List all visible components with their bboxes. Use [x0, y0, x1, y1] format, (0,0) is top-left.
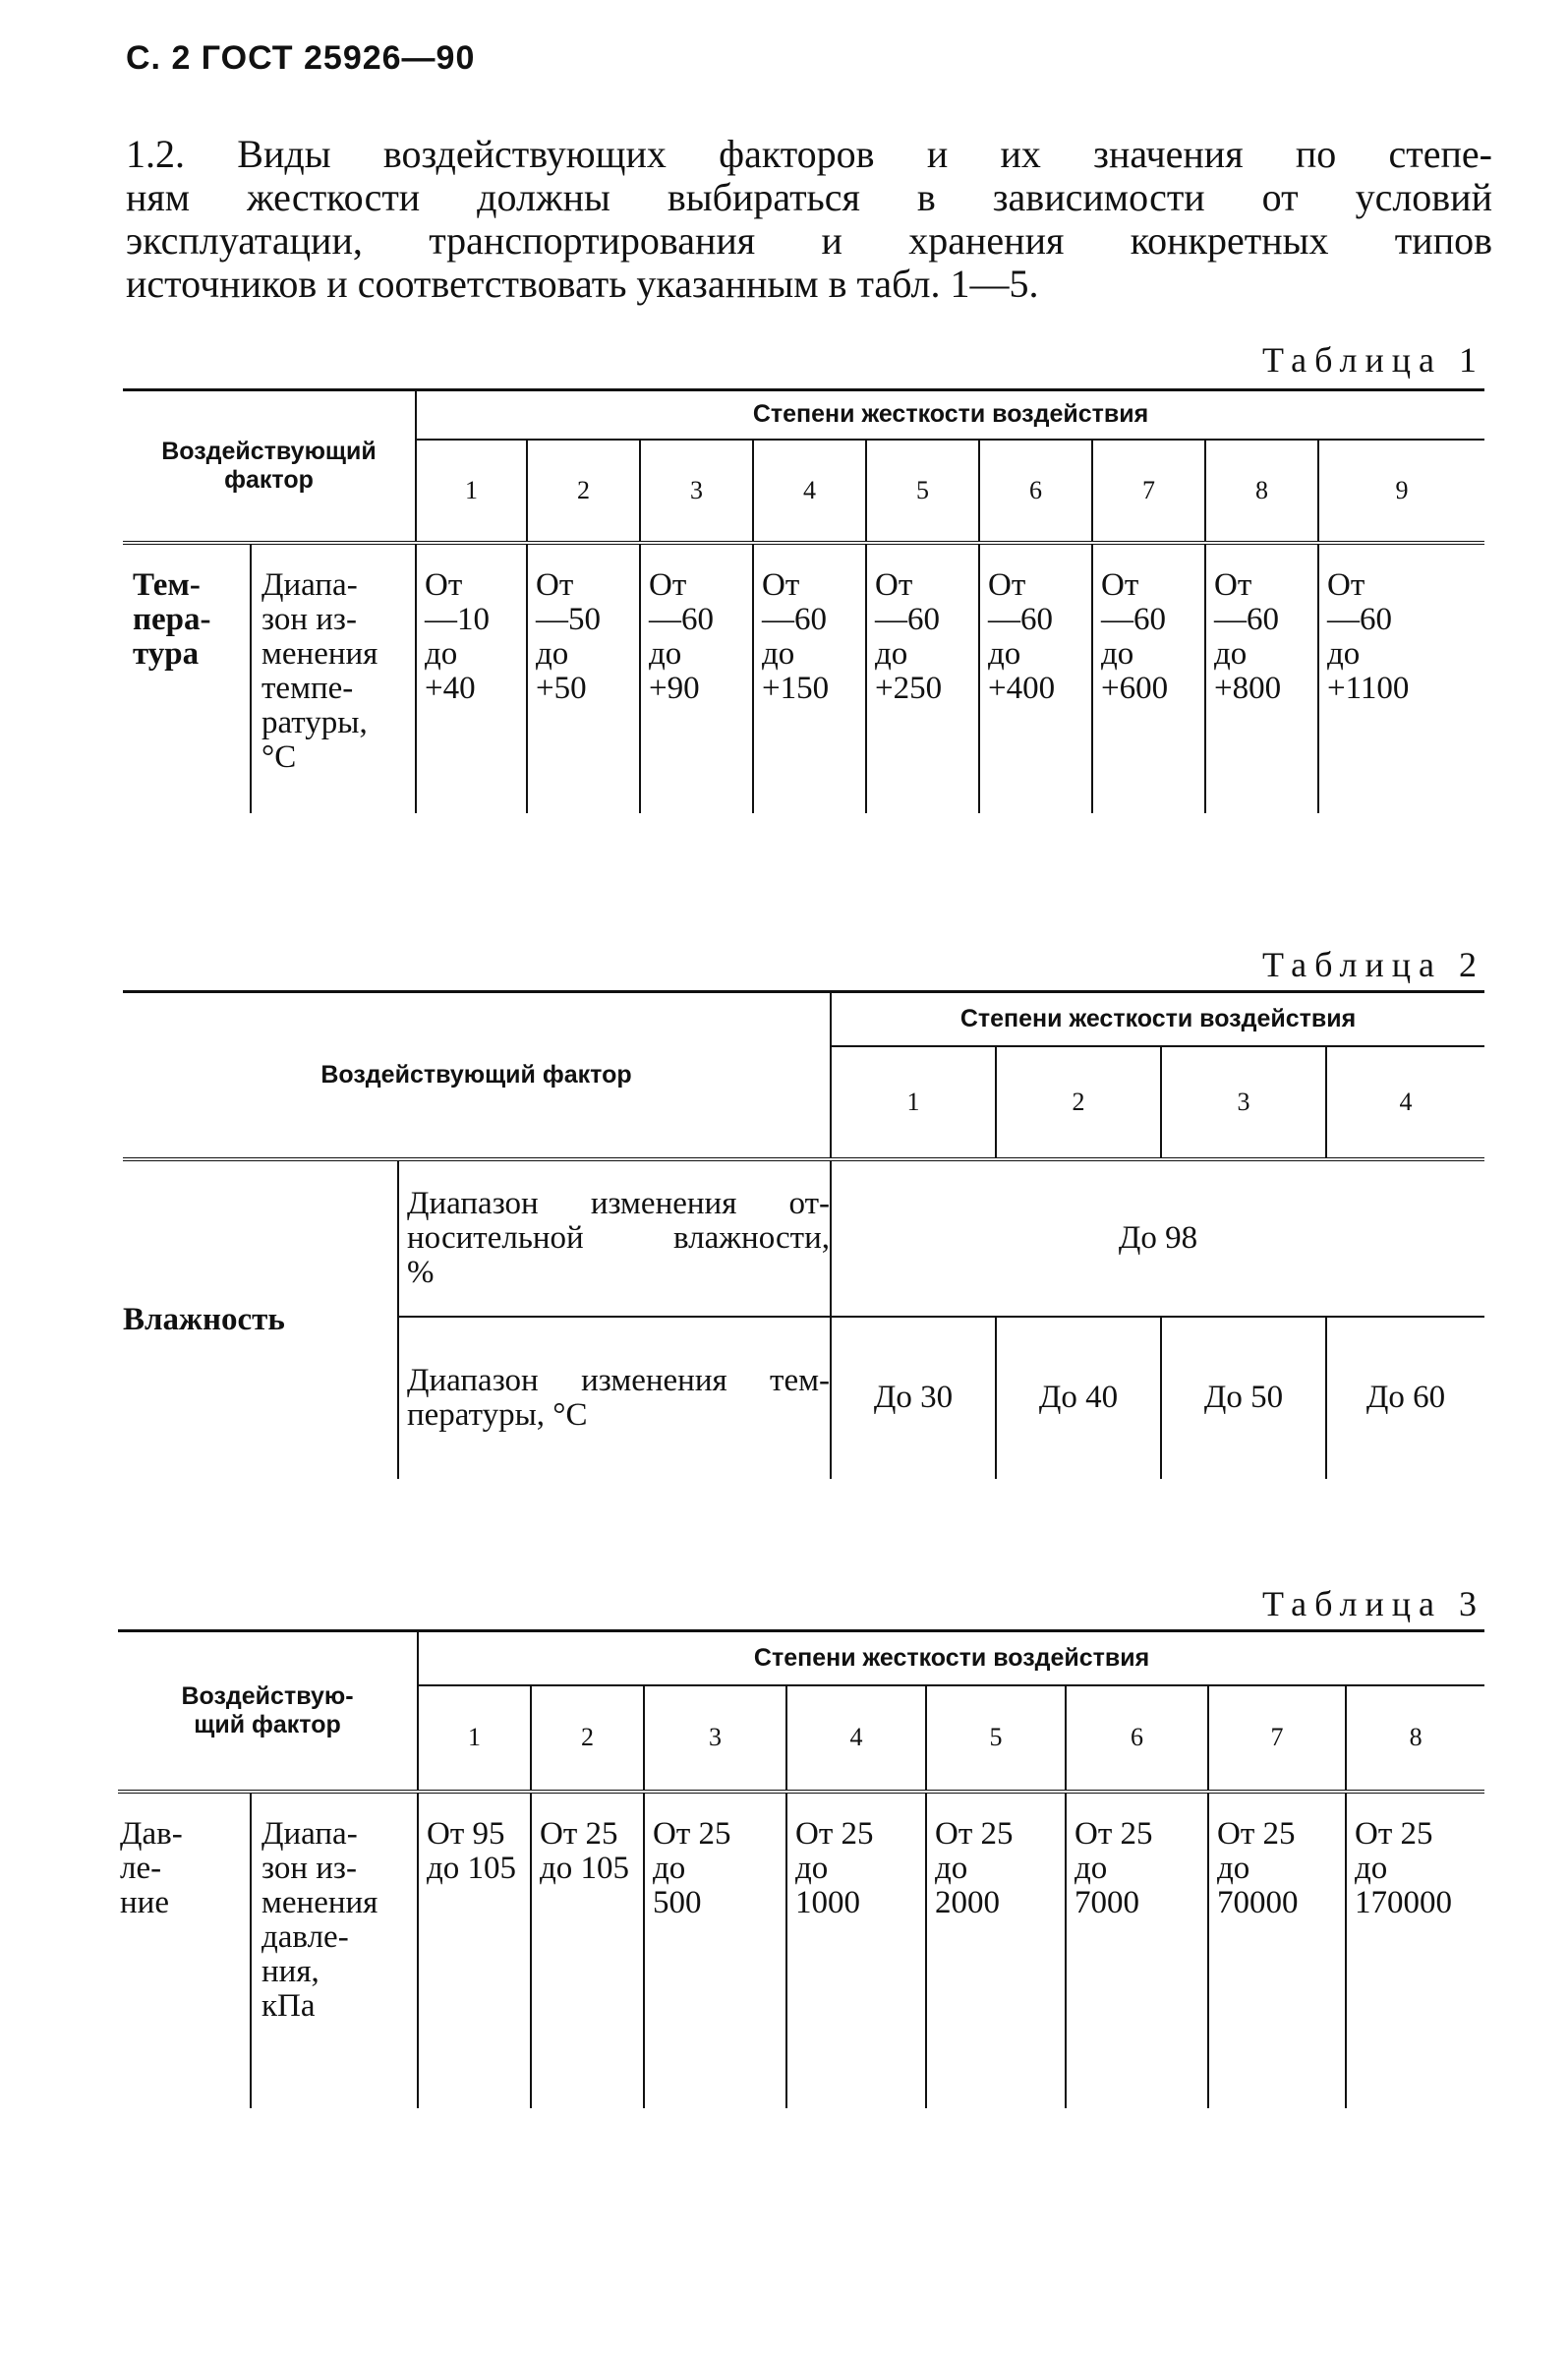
table1-value-cell: От —50 до +50 — [527, 543, 640, 813]
table1-value-cell: От —10 до +40 — [416, 543, 527, 813]
table3-degree: 2 — [531, 1685, 644, 1792]
table3 — [118, 1629, 1484, 2108]
table3-value-cell: От 25 до 70000 — [1208, 1792, 1346, 2108]
table1-degree: 9 — [1318, 440, 1484, 543]
table3-degree: 5 — [926, 1685, 1066, 1792]
table1-degree: 6 — [979, 440, 1092, 543]
paragraph-line: эксплуатации, транспортирования и хранения конкретных типов — [126, 218, 1492, 263]
table3-value-cell: От 25 до 500 — [644, 1792, 786, 2108]
table1-degree: 2 — [527, 440, 640, 543]
table1-value-cell: От —60 до +150 — [753, 543, 866, 813]
table1-degree: 8 — [1205, 440, 1318, 543]
table1-degree: 1 — [416, 440, 527, 543]
table3-value-cell: От 25 до 105 — [531, 1792, 644, 2108]
table3-degree: 3 — [644, 1685, 786, 1792]
table3-degree: 7 — [1208, 1685, 1346, 1792]
table2-degree: 1 — [831, 1046, 996, 1159]
table1-param-cell: Диапа- зон из- менения темпе- ратуры, °С — [251, 543, 416, 813]
table1-value-cell: От —60 до +1100 — [1318, 543, 1484, 813]
table1-degree: 3 — [640, 440, 753, 543]
table2-row2-value: До 40 — [996, 1317, 1161, 1479]
table1-degrees-header: Степени жесткости воздействия — [416, 390, 1484, 440]
table3-value-cell: От 25 до 2000 — [926, 1792, 1066, 2108]
page-header: С. 2 ГОСТ 25926—90 — [126, 39, 476, 77]
table3-param-cell: Диапа- зон из- менения давле- ния, кПа — [251, 1792, 418, 2108]
table2-row2-value: До 60 — [1326, 1317, 1484, 1479]
table3-degree: 8 — [1346, 1685, 1484, 1792]
table1-value-cell: От —60 до +400 — [979, 543, 1092, 813]
table1-value-cell: От —60 до +250 — [866, 543, 979, 813]
table3-degrees-header: Степени жесткости воздействия — [418, 1631, 1484, 1685]
table3-degree: 1 — [418, 1685, 531, 1792]
table2-factor-header: Воздействующий фактор — [123, 992, 831, 1159]
table3-value-cell: От 25 до 170000 — [1346, 1792, 1484, 2108]
table2-degree: 3 — [1161, 1046, 1326, 1159]
table1-degree: 4 — [753, 440, 866, 543]
table1-value-cell: От —60 до +800 — [1205, 543, 1318, 813]
table3-value-cell: От 25 до 7000 — [1066, 1792, 1208, 2108]
table3-caption: Таблица 3 — [1262, 1584, 1484, 1623]
table1-factor-header: Воздействующий фактор — [123, 390, 416, 543]
table3-factor-header: Воздействую- щий фактор — [118, 1631, 418, 1792]
paragraph-line: 1.2. Виды воздействующих факторов и их значения по степе- — [126, 132, 1492, 176]
table2-row2-value: До 50 — [1161, 1317, 1326, 1479]
table2 — [123, 990, 1484, 1479]
table3-degree: 6 — [1066, 1685, 1208, 1792]
table1-caption: Таблица 1 — [1262, 340, 1484, 380]
table1 — [123, 388, 1484, 813]
table3-degree: 4 — [786, 1685, 926, 1792]
table3-factor-cell: Дав- ле- ние — [120, 1815, 183, 1920]
table1-degree: 5 — [866, 440, 979, 543]
table3-value-cell: От 25 до 1000 — [786, 1792, 926, 2108]
table3-value-cell: От 95 до 105 — [418, 1792, 531, 2108]
table2-row2-value: До 30 — [831, 1317, 996, 1479]
table2-factor-cell: Влажность — [123, 1301, 285, 1337]
paragraph-line: источников и соответствовать указанным в табл. 1—5. — [126, 262, 1039, 306]
paragraph-line: ням жесткости должны выбираться в зависимости от условий — [126, 175, 1492, 219]
table2-degrees-header: Степени жесткости воздействия — [831, 992, 1484, 1046]
paragraph-1-2 — [126, 133, 1492, 306]
table2-degree: 2 — [996, 1046, 1161, 1159]
table1-value-cell: От —60 до +90 — [640, 543, 753, 813]
table2-row2-param: Диапазон изменения тем- пературы, °С — [398, 1317, 831, 1479]
table2-degree: 4 — [1326, 1046, 1484, 1159]
table2-row1-param: Диапазон изменения от- носительной влажности, % — [398, 1159, 831, 1317]
table1-degree: 7 — [1092, 440, 1205, 543]
table2-row1-value: До 98 — [831, 1159, 1484, 1317]
table1-factor-cell: Тем- пера- тура — [133, 566, 211, 672]
table2-caption: Таблица 2 — [1262, 945, 1484, 984]
table1-value-cell: От —60 до +600 — [1092, 543, 1205, 813]
